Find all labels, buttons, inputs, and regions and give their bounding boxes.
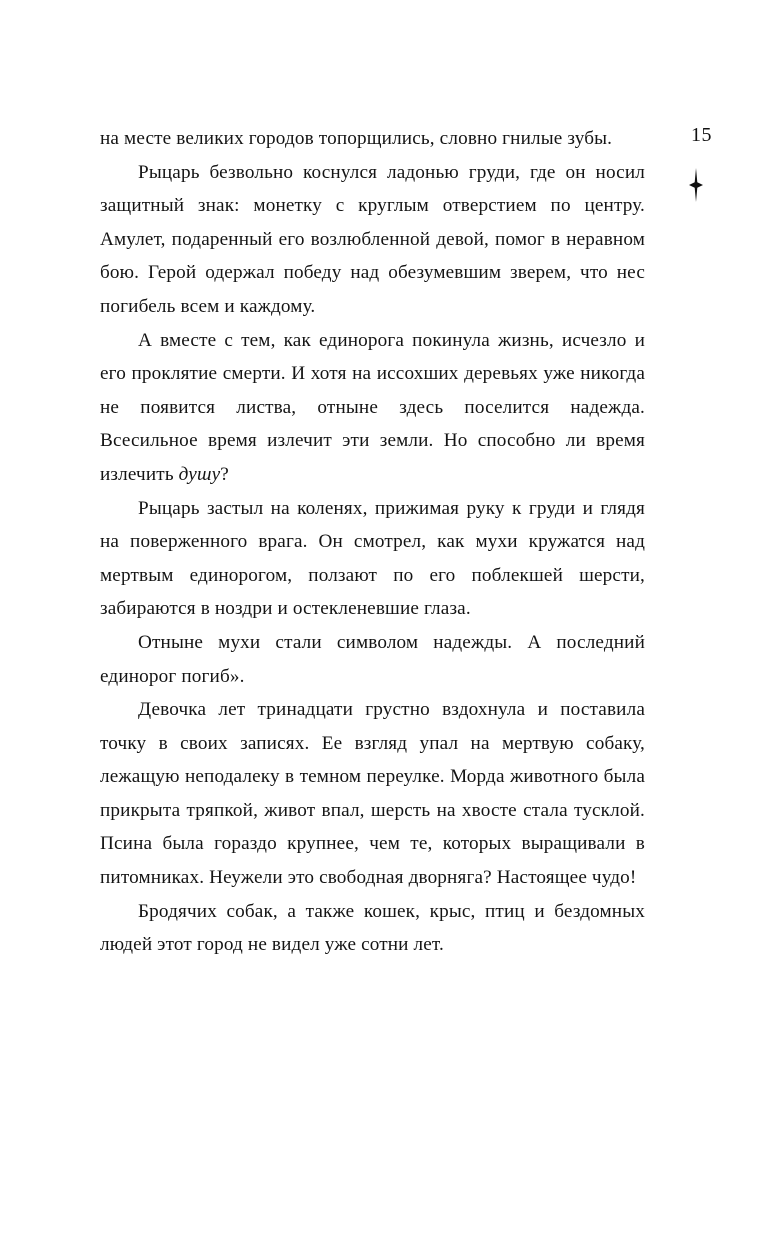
paragraph-4: Рыцарь застыл на коленях, прижимая руку к груди и глядя на поверженного врага. Он смотрел, как мухи кружатся над мертвым единорогом, ползают по его поблекшей шерсти, забираются в ноздри и остекленевшие глаза. xyxy=(100,497,645,620)
paragraph-3-emphasis: душу xyxy=(178,463,221,485)
paragraph-2: Рыцарь безвольно коснулся ладонью груди, где он носил защитный знак: монетку с круглым отверстием по центру. Амулет, подаренный его возлюбленной девой, помог в неравном бою. Герой одержал победу над обезумевшим зверем, что нес погибель всем и каждому. xyxy=(100,161,645,317)
paragraph-3-before: А вместе с тем, как единорога покинула жизнь, исчезло и его проклятие смерти. И хотя на иссохших деревьях уже никогда не появится листва, отныне здесь поселится надежда. Всесильное время излечит эти земли. Но способно ли время излечить xyxy=(100,329,645,485)
paragraph-7: Бродячих собак, а также кошек, крыс, птиц и бездомных людей этот город не видел уже сотни лет. xyxy=(100,900,645,956)
paragraph-3-after: ? xyxy=(220,463,229,485)
page-number: 15 xyxy=(691,124,712,146)
diamond-ornament-icon xyxy=(689,168,703,202)
paragraph-1: на месте великих городов топорщились, словно гнилые зубы. xyxy=(100,128,613,149)
body-text xyxy=(100,122,645,962)
paragraph-3 xyxy=(100,324,645,492)
paragraph-5: Отныне мухи стали символом надежды. А последний единорог погиб». xyxy=(100,631,645,687)
paragraph-6: Девочка лет тринадцати грустно вздохнула и поставила точку в своих записях. Ее взгляд упал на мертвую собаку, лежащую неподалеку в темном переулке. Морда животного была прикрыта тряпкой, живот впал, шерсть на хвосте стала тусклой. Псина была гораздо крупнее, чем те, которых выращивали в питомниках. Неужели это свободная дворняга? Настоящее чудо! xyxy=(100,699,645,889)
